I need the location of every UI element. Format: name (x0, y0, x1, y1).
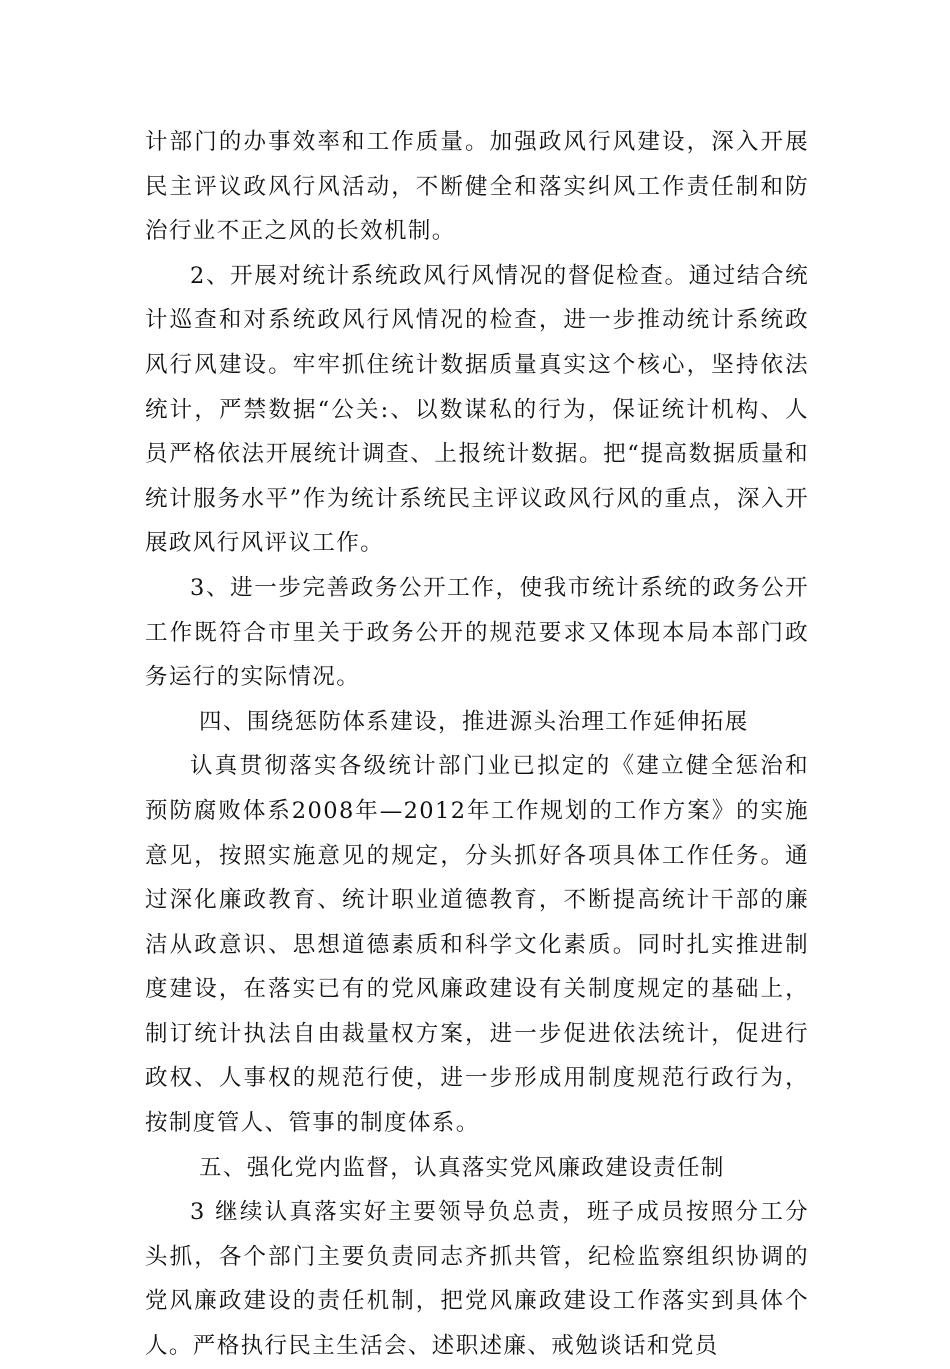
paragraph-section-4: 认真贯彻落实各级统计部门业已拟定的《建立健全惩治和预防腐败体系2008年—2012年工作规划的工作方案》的实施意见，按照实施意见的规定，分头抓好各项具体工作任务。通过深化廉政教育、统计职业道德教育，不断提高统计干部的廉洁从政意识、思想道德素质和科学文化素质。同时扎实推进制度建设，在落实已有的党风廉政建设有关制度规定的基础上，制订统计执法自由裁量权方案，进一步促进依法统计，促进行政权、人事权的规范行使，进一步形成用制度规范行政行为，按制度管人、管事的制度体系。 (145, 753, 809, 1137)
paragraph-section-5: 3 继续认真落实好主要领导负总责，班子成员按照分工分头抓，各个部门主要负责同志齐抓共管，纪检监察组织协调的党风廉政建设的责任机制，把党风廉政建设工作落实到具体个人。严格执行民主生活会、述职述廉、戒勉谈话和党员 (145, 1199, 809, 1360)
section-heading-4: 四、围绕惩防体系建设，推进源头治理工作延伸拓展 (199, 708, 749, 735)
paragraph-2: 2、开展对统计系统政风行风情况的督促检查。通过结合统计巡查和对系统政风行风情况的检查，进一步推动统计系统政风行风建设。牢牢抓住统计数据质量真实这个核心，坚持依法统计，严禁数据“公关:、以数谋私的行为，保证统计机构、人员严格依法开展统计调查、上报统计数据。把“提高数据质量和统计服务水平”作为统计系统民主评议政风行风的重点，深入开展政风行风评议工作。 (145, 262, 809, 557)
document-body (145, 120, 809, 1369)
section-heading-5: 五、强化党内监督，认真落实党风廉政建设责任制 (199, 1154, 725, 1181)
paragraph-continuation: 计部门的办事效率和工作质量。加强政风行风建设，深入开展民主评议政风行风活动，不断健全和落实纠风工作责任制和防治行业不正之风的长效机制。 (145, 129, 809, 245)
paragraph-3: 3、进一步完善政务公开工作，使我市统计系统的政务公开工作既符合市里关于政务公开的规范要求又体现本局本部门政务运行的实际情况。 (145, 574, 809, 691)
